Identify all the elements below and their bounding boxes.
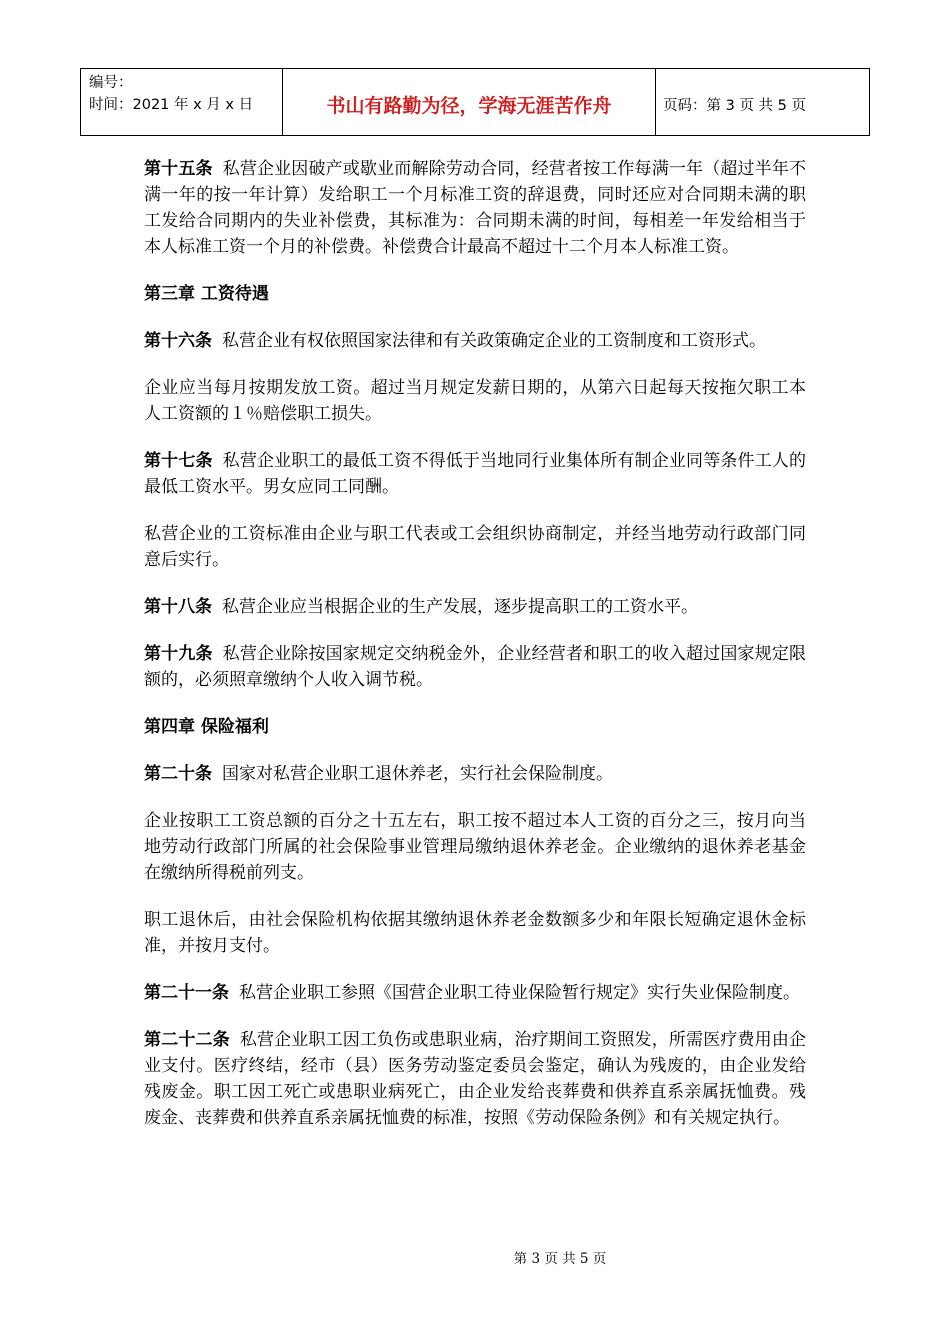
article-number: 第十六条 bbox=[144, 331, 212, 351]
paragraph-text: 企业按职工工资总额的百分之十五左右，职工按不超过本人工资的百分之三，按月向当地劳动行政部门所属的社会保险事业管理局缴纳退休养老金。企业缴纳的退休养老基金在缴纳所得税前列支。 bbox=[144, 811, 806, 883]
article-number: 第十九条 bbox=[144, 644, 213, 664]
chapter-heading: 第三章 工资待遇 bbox=[144, 284, 269, 304]
article-paragraph bbox=[144, 594, 806, 620]
page-footer: 第 3 页 共 5 页 bbox=[513, 1251, 607, 1267]
article-number: 第十七条 bbox=[144, 451, 213, 471]
paragraph-text: 私营企业的工资标准由企业与职工代表或工会组织协商制定，并经当地劳动行政部门同意后实行。 bbox=[144, 524, 806, 570]
chapter-heading: 第四章 保险福利 bbox=[144, 717, 269, 737]
header-page-info: 页码：第 3 页 共 5 页 bbox=[663, 97, 806, 114]
article-paragraph bbox=[144, 641, 806, 693]
paragraph-text: 私营企业因破产或歇业而解除劳动合同，经营者按工作每满一年（超过半年不满一年的按一年计算）发给职工一个月标准工资的辞退费，同时还应对合同期未满的职工发给合同期内的失业补偿费，其标准为：合同期未满的时间，每相差一年发给相当于本人标准工资一个月的补偿费。补偿费合计最高不超过十二个月本人标准工资。 bbox=[144, 159, 807, 257]
article-paragraph bbox=[144, 328, 806, 354]
paragraph-text: 私营企业应当根据企业的生产发展，逐步提高职工的工资水平。 bbox=[222, 597, 698, 617]
paragraph-text: 私营企业有权依照国家法律和有关政策确定企业的工资制度和工资形式。 bbox=[222, 331, 766, 351]
paragraph-text: 私营企业职工的最低工资不得低于当地同行业集体所有制企业同等条件工人的最低工资水平。男女应同工同酬。 bbox=[144, 451, 807, 497]
paragraph-text: 私营企业职工参照《国营企业职工待业保险暂行规定》实行失业保险制度。 bbox=[239, 983, 800, 1003]
article-number: 第十八条 bbox=[144, 597, 212, 617]
header-motto: 书山有路勤为径，学海无涯苦作舟 bbox=[283, 69, 656, 135]
paragraph-text: 国家对私营企业职工退休养老，实行社会保险制度。 bbox=[222, 764, 613, 784]
article-paragraph bbox=[144, 1027, 806, 1131]
document-body bbox=[144, 156, 806, 1152]
body-paragraph bbox=[144, 375, 806, 427]
article-paragraph bbox=[144, 448, 806, 500]
article-number: 第二十条 bbox=[144, 764, 212, 784]
article-paragraph bbox=[144, 156, 806, 260]
body-paragraph bbox=[144, 907, 806, 959]
article-paragraph bbox=[144, 761, 806, 787]
article-number: 第二十二条 bbox=[144, 1030, 230, 1050]
paragraph-text: 私营企业职工因工负伤或患职业病，治疗期间工资照发，所需医疗费用由企业支付。医疗终结，经市（县）医务劳动鉴定委员会鉴定，确认为残废的，由企业发给残废金。职工因工死亡或患职业病死亡，由企业发给丧葬费和供养直系亲属抚恤费。残废金、丧葬费和供养直系亲属抚恤费的标准，按照《劳动保险条例》和有关规定执行。 bbox=[144, 1030, 807, 1128]
body-paragraph bbox=[144, 521, 806, 573]
date-label: 时间：2021 年 x 月 x 日 bbox=[89, 97, 254, 113]
article-paragraph bbox=[144, 980, 806, 1006]
header-meta bbox=[81, 69, 283, 135]
article-number: 第十五条 bbox=[144, 159, 213, 179]
serial-number-label: 编号： bbox=[89, 75, 133, 91]
article-number: 第二十一条 bbox=[144, 983, 229, 1003]
header-table bbox=[80, 68, 870, 136]
paragraph-text: 企业应当每月按期发放工资。超过当月规定发薪日期的，从第六日起每天按拖欠职工本人工资额的１％赔偿职工损失。 bbox=[144, 378, 806, 424]
paragraph-text: 职工退休后，由社会保险机构依据其缴纳退休养老金数额多少和年限长短确定退休金标准，并按月支付。 bbox=[144, 910, 806, 956]
paragraph-text: 私营企业除按国家规定交纳税金外，企业经营者和职工的收入超过国家规定限额的，必须照章缴纳个人收入调节税。 bbox=[144, 644, 807, 690]
body-paragraph bbox=[144, 808, 806, 886]
